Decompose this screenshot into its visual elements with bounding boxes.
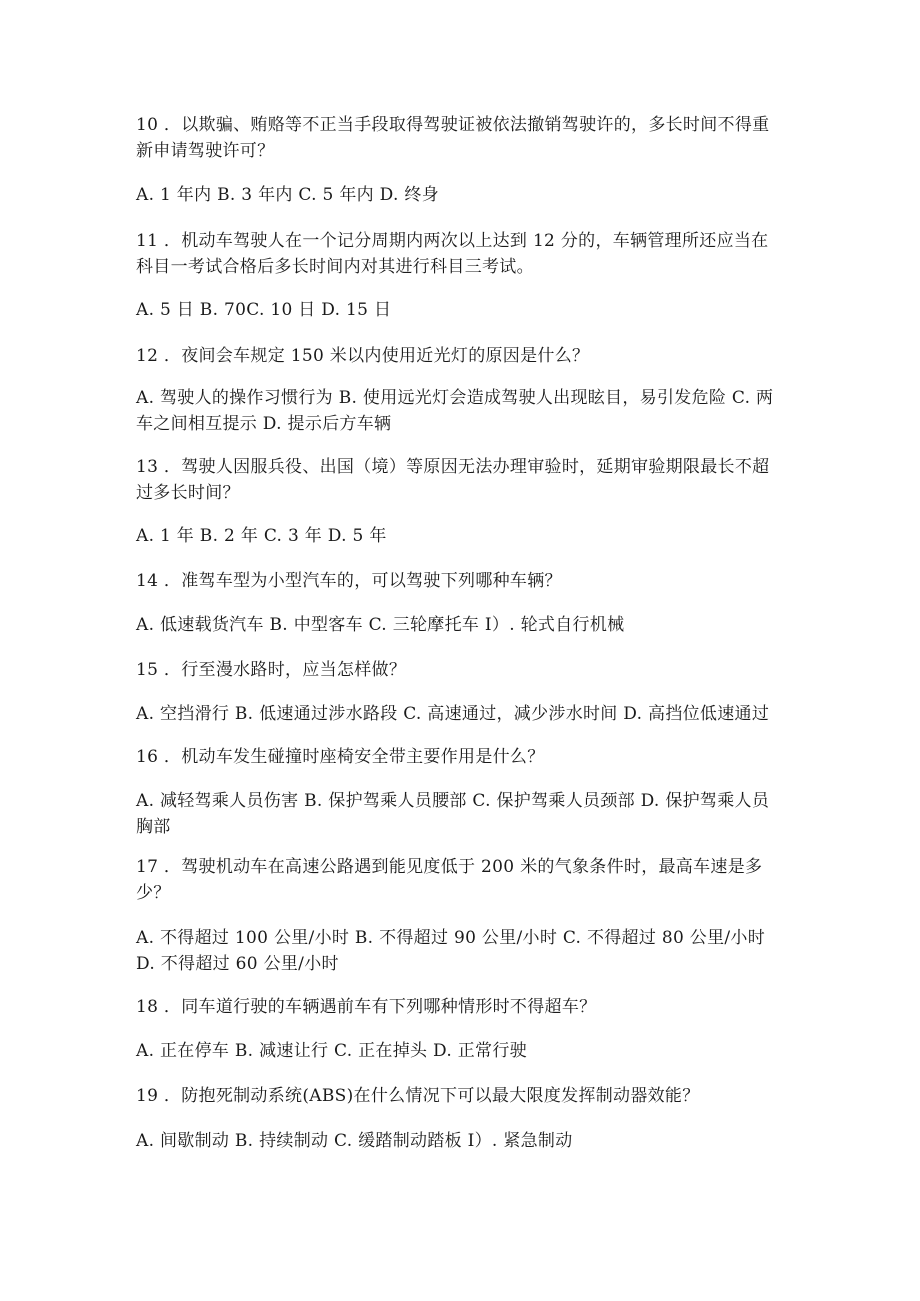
question-19: 19 ．防抱死制动系统(ABS)在什么情况下可以最大限度发挥制动器效能？ [136, 1086, 700, 1106]
question-15: 15 ．行至漫水路时，应当怎样做？ [136, 660, 407, 680]
options-15: A. 空挡滑行 B. 低速通过涉水路段 C. 高速通过，减少涉水时间 D. 高挡位低速通过 [136, 704, 770, 724]
options-11: A. 5 日 B. 70C. 10 日 D. 15 日 [136, 300, 392, 320]
question-17: 17 ．驾驶机动车在高速公路遇到能见度低于 200 米的气象条件时，最高车速是多少？ [136, 857, 763, 903]
options-10: A. 1 年内 B. 3 年内 C. 5 年内 D. 终身 [136, 185, 439, 205]
options-14: A. 低速载货汽车 B. 中型客车 C. 三轮摩托车 I）. 轮式自行机械 [136, 615, 625, 635]
options-12: A. 驾驶人的操作习惯行为 B. 使用远光灯会造成驾驶人出现眩目，易引发危险 C. 两车之间相互提示 D. 提示后方车辆 [136, 388, 774, 434]
question-10: 10 ．以欺骗、贿赂等不正当手段取得驾驶证被依法撤销驾驶许的，多长时间不得重新申请驾驶许可？ [136, 115, 770, 161]
question-13: 13 ．驾驶人因服兵役、出国（境）等原因无法办理审验时，延期审验期限最长不超过多长时间？ [136, 457, 770, 503]
options-13: A. 1 年 B. 2 年 C. 3 年 D. 5 年 [136, 526, 387, 546]
question-16: 16 ．机动车发生碰撞时座椅安全带主要作用是什么？ [136, 747, 545, 767]
options-17: A. 不得超过 100 公里/小时 B. 不得超过 90 公里/小时 C. 不得超过 80 公里/小时 D. 不得超过 60 公里/小时 [136, 928, 766, 974]
options-18: A. 正在停车 B. 减速让行 C. 正在掉头 D. 正常行驶 [136, 1041, 527, 1061]
question-18: 18 ．同车道行驶的车辆遇前车有下列哪种情形时不得超车？ [136, 997, 597, 1017]
question-11: 11 ．机动车驾驶人在一个记分周期内两次以上达到 12 分的，车辆管理所还应当在科目一考试合格后多长时间内对其进行科目三考试。 [136, 231, 769, 277]
question-12: 12 ．夜间会车规定 150 米以内使用近光灯的原因是什么？ [136, 346, 590, 366]
question-14: 14 ．准驾车型为小型汽车的，可以驾驶下列哪种车辆？ [136, 571, 562, 591]
options-19: A. 间歇制动 B. 持续制动 C. 缓踏制动踏板 I）. 紧急制动 [136, 1131, 573, 1151]
options-16: A. 减轻驾乘人员伤害 B. 保护驾乘人员腰部 C. 保护驾乘人员颈部 D. 保护驾乘人员胸部 [136, 791, 770, 837]
